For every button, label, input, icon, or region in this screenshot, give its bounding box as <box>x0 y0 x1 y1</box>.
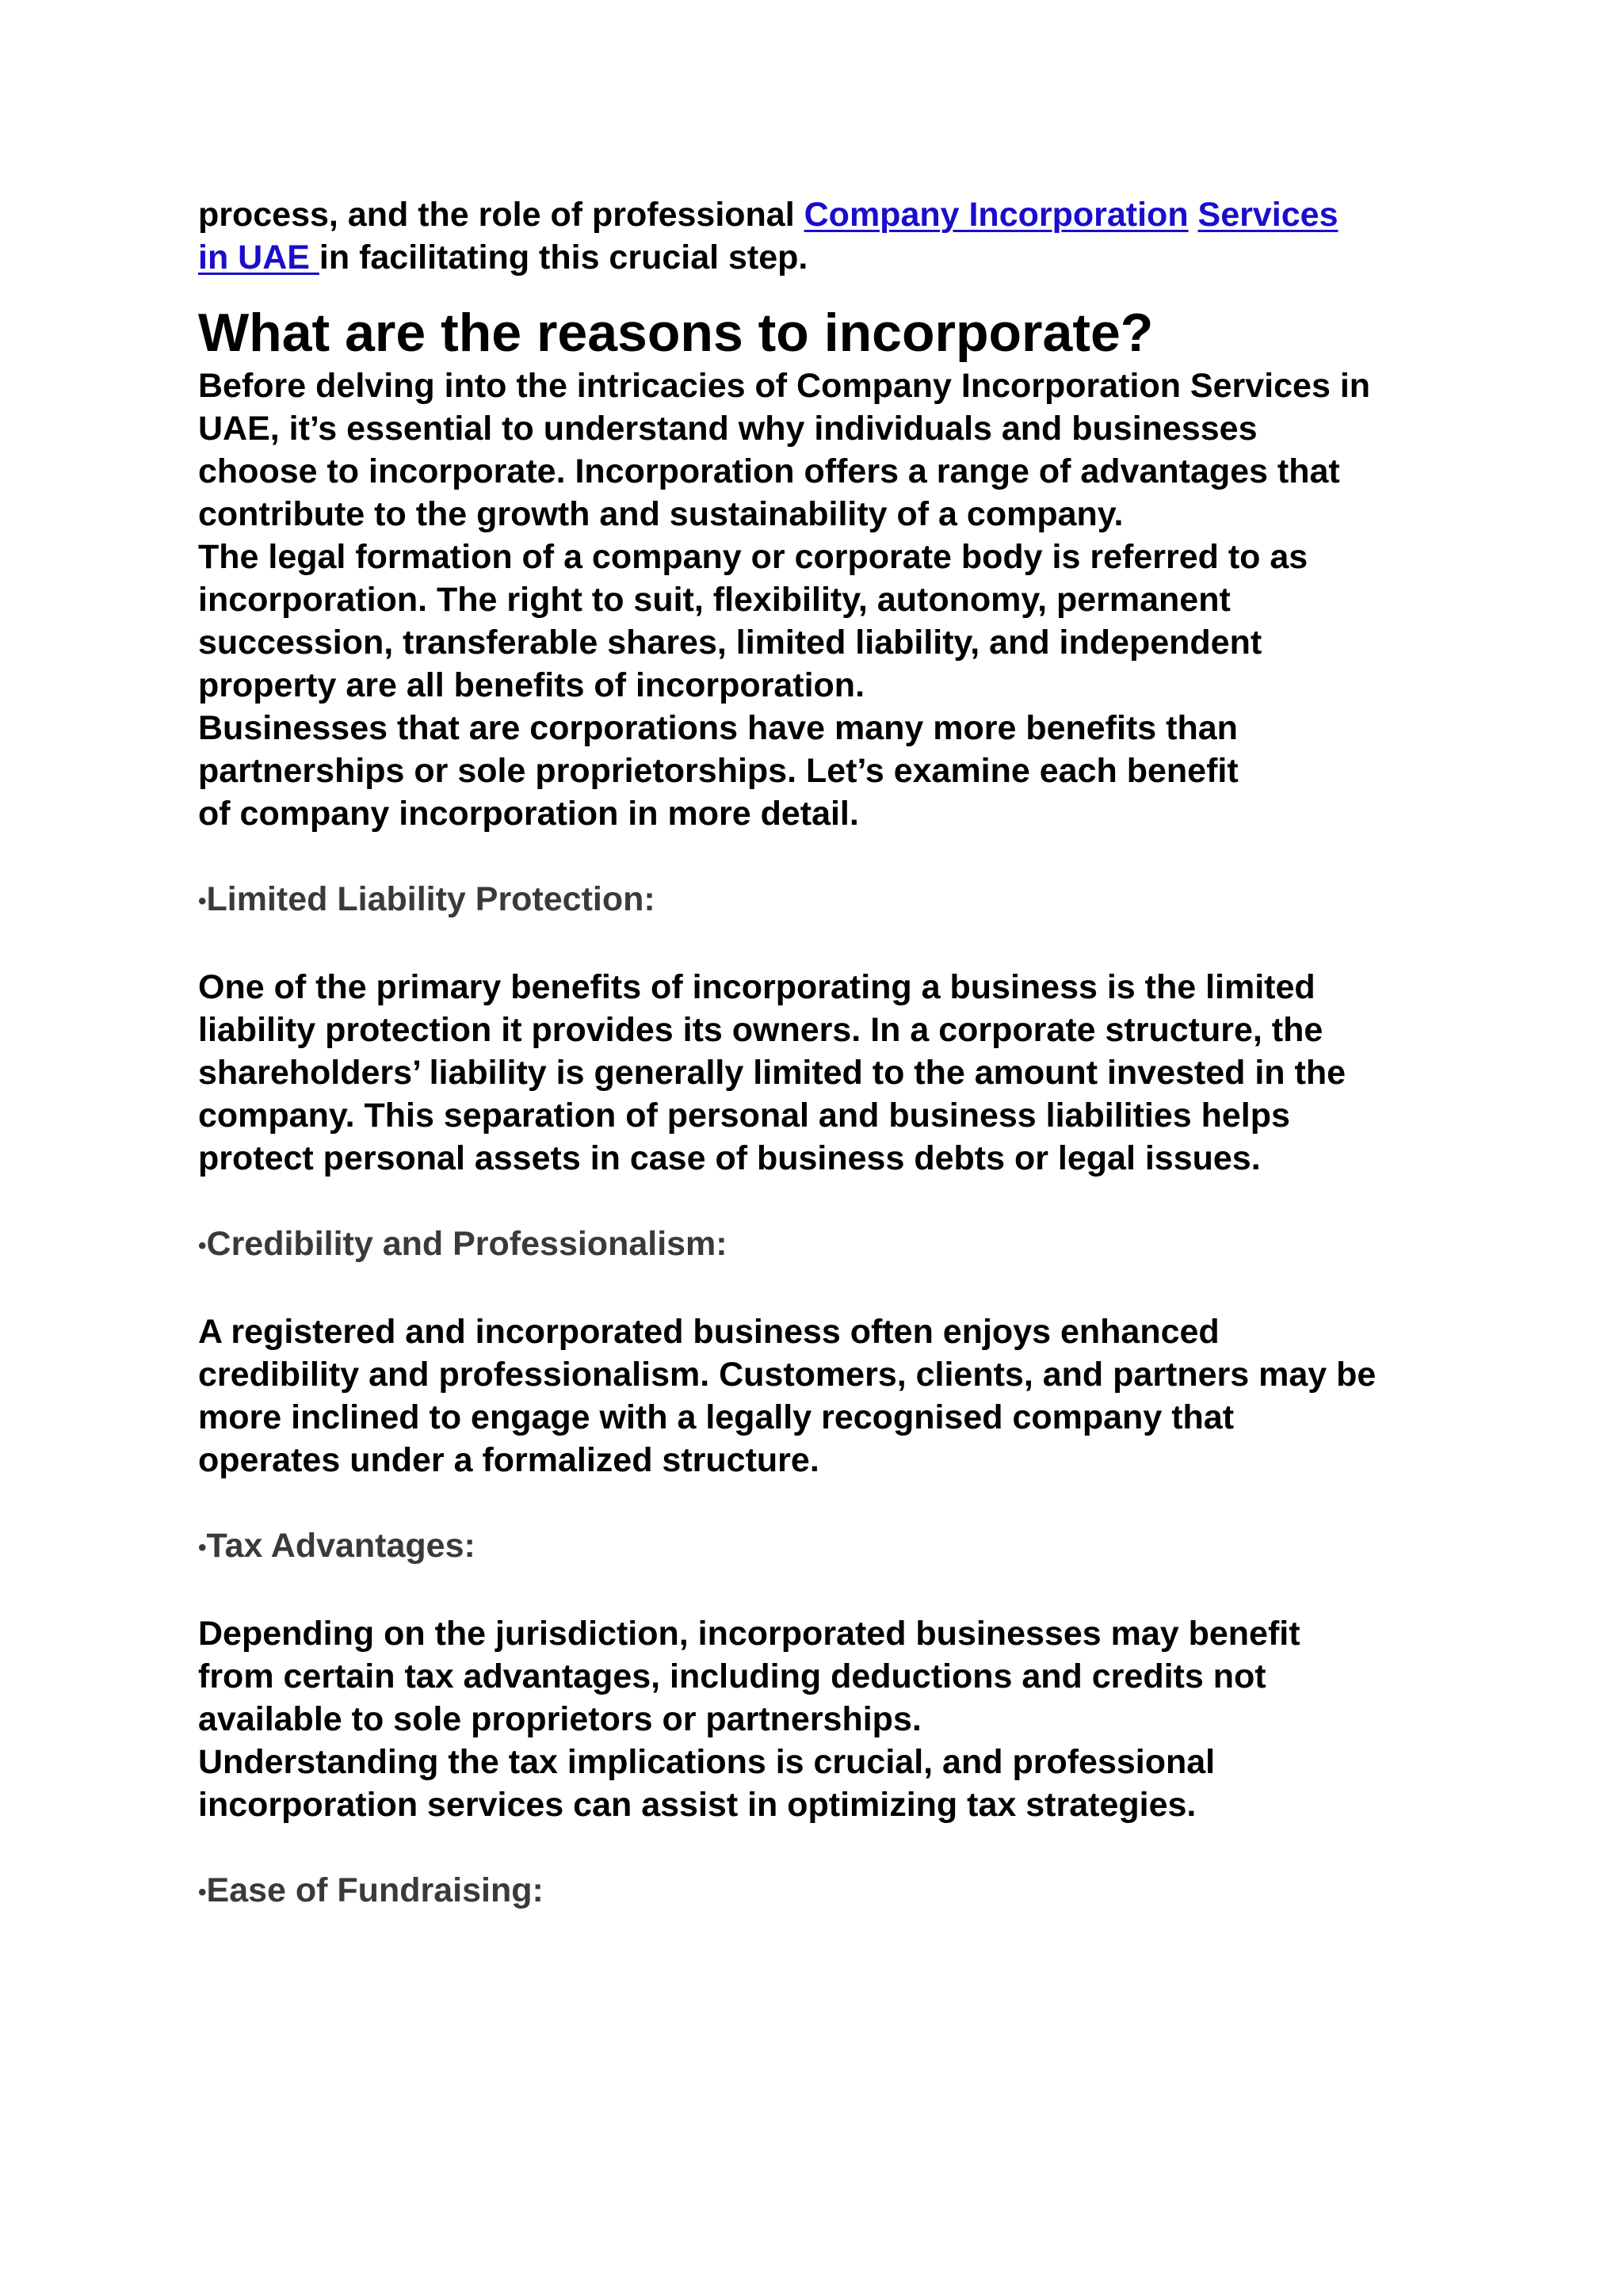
bullet-title-text: Limited Liability Protection: <box>206 880 655 918</box>
intro-line-1 <box>198 193 1450 236</box>
body-line: property are all benefits of incorporation. <box>198 666 865 704</box>
section-line: more inclined to engage with a legally recognised company that <box>198 1398 1235 1436</box>
intro-text-end: in facilitating this crucial step. <box>319 238 808 277</box>
body-line: choose to incorporate. Incorporation offers a range of advantages that <box>198 452 1340 490</box>
section-line: from certain tax advantages, including deductions and credits not <box>198 1657 1266 1695</box>
document-page <box>198 193 1450 1914</box>
company-incorporation-link[interactable]: Company Incorporation <box>804 196 1189 234</box>
section-line: credibility and professionalism. Customers, clients, and partners may be <box>198 1356 1377 1394</box>
bullet-title <box>198 1869 1450 1914</box>
section-heading: What are the reasons to incorporate? <box>198 303 1154 363</box>
section-paragraph <box>198 966 1450 1180</box>
section-line: Depending on the jurisdiction, incorporated businesses may benefit <box>198 1615 1300 1653</box>
intro-line-2 <box>198 236 1450 279</box>
section-line: protect personal assets in case of business debts or legal issues. <box>198 1139 1261 1177</box>
bullet-title-text: Ease of Fundraising: <box>206 1871 544 1909</box>
bullet-title <box>198 878 1450 923</box>
section-line: available to sole proprietors or partnerships. <box>198 1700 922 1738</box>
intro-text: process, and the role of professional <box>198 196 804 234</box>
body-line: Before delving into the intricacies of Company Incorporation Services in <box>198 367 1371 405</box>
services-link[interactable]: Services <box>1197 196 1338 234</box>
intro-space <box>1189 196 1198 234</box>
body-line: succession, transferable shares, limited liability, and independent <box>198 624 1262 662</box>
in-uae-link[interactable]: in UAE <box>198 238 319 277</box>
section-line: operates under a formalized structure. <box>198 1441 819 1479</box>
body-line: incorporation. The right to suit, flexibility, autonomy, permanent <box>198 581 1231 619</box>
section-line: incorporation services can assist in optimizing tax strategies. <box>198 1786 1197 1824</box>
section-line: A registered and incorporated business often enjoys enhanced <box>198 1313 1220 1351</box>
section-line: shareholders’ liability is generally limited to the amount invested in the <box>198 1054 1346 1092</box>
section-line: One of the primary benefits of incorporating a business is the limited <box>198 968 1316 1006</box>
section-line: company. This separation of personal and business liabilities helps <box>198 1097 1290 1135</box>
section-paragraph <box>198 1612 1450 1826</box>
body-line: The legal formation of a company or corporate body is referred to as <box>198 538 1308 576</box>
body-paragraph <box>198 364 1450 835</box>
body-line: contribute to the growth and sustainability of a company. <box>198 495 1124 533</box>
bullet-icon: • <box>198 1535 207 1561</box>
section-line: Understanding the tax implications is crucial, and professional <box>198 1743 1216 1781</box>
bullet-title-text: Tax Advantages: <box>206 1527 475 1565</box>
body-line: UAE, it’s essential to understand why individuals and businesses <box>198 410 1258 448</box>
body-line: Businesses that are corporations have many more benefits than <box>198 709 1238 747</box>
body-line: of company incorporation in more detail. <box>198 795 859 833</box>
benefits-list <box>198 878 1450 1914</box>
bullet-title <box>198 1524 1450 1569</box>
bullet-icon: • <box>198 1233 207 1259</box>
bullet-icon: • <box>198 888 207 914</box>
section-line: liability protection it provides its owners. In a corporate structure, the <box>198 1011 1323 1049</box>
bullet-title <box>198 1222 1450 1268</box>
body-line: partnerships or sole proprietorships. Let’s examine each benefit <box>198 752 1239 790</box>
section-paragraph <box>198 1310 1450 1482</box>
bullet-icon: • <box>198 1879 207 1905</box>
intro-paragraph <box>198 193 1450 279</box>
bullet-title-text: Credibility and Professionalism: <box>206 1225 727 1263</box>
